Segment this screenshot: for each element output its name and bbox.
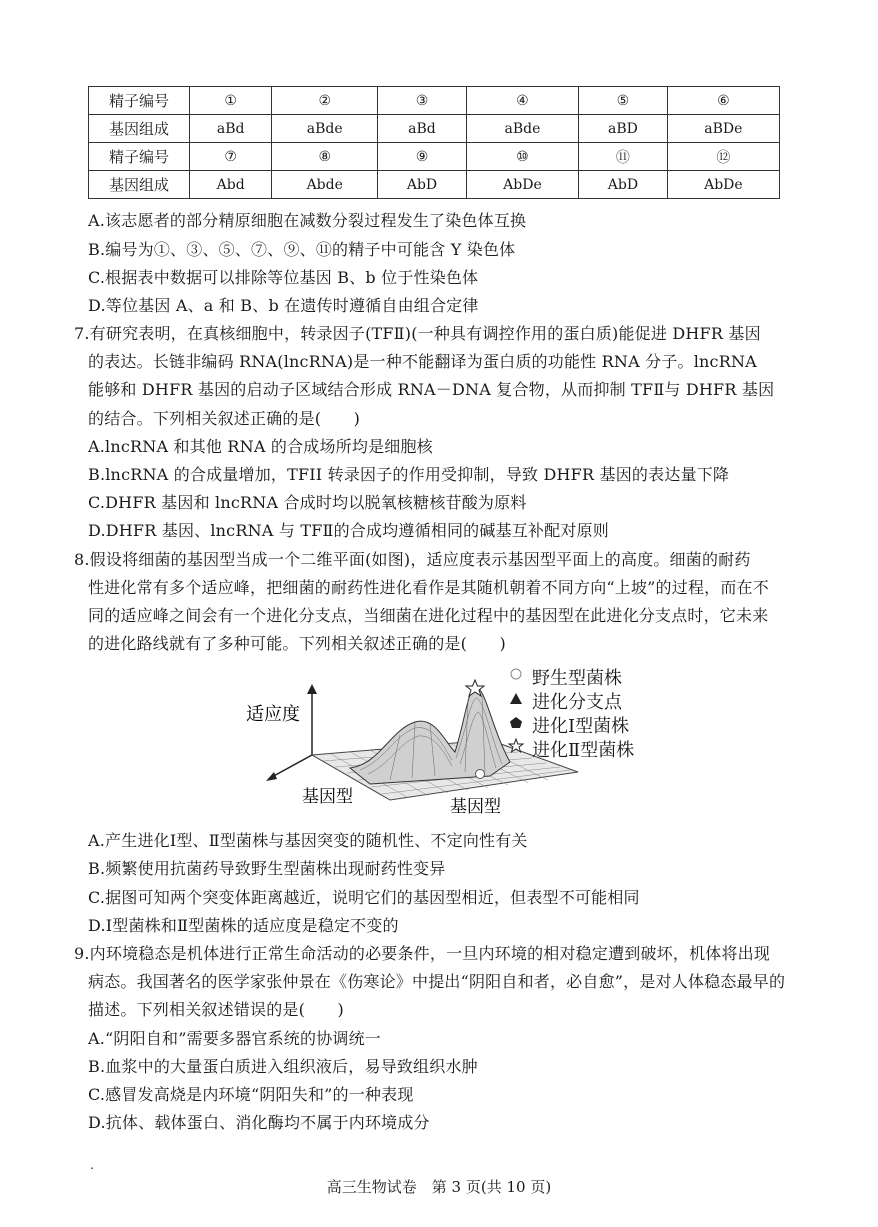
table-cell: ⑤ — [579, 87, 668, 115]
q7-option-c: C.DHFR 基因和 lncRNA 合成时均以脱氧核糖核苷酸为原料 — [88, 493, 527, 512]
q9-option-d: D.抗体、载体蛋白、消化酶均不属于内环境成分 — [88, 1113, 430, 1132]
table-cell: aBd — [190, 115, 272, 143]
legend-branch-point: 进化分支点 — [532, 692, 622, 713]
x-axis-left-arrow — [266, 772, 277, 781]
q9-stem-line: 病态。我国著名的医学家张仲景在《伤寒论》中提出“阴阳自和者，必自愈”，是对人体稳态最早的 — [88, 972, 786, 991]
legend-markers — [504, 664, 528, 764]
q9-option-c: C.感冒发高烧是内环境“阴阳失和”的一种表现 — [88, 1085, 414, 1104]
table-row — [89, 115, 780, 143]
x-axis-left — [270, 755, 312, 778]
table-cell: aBde — [466, 115, 578, 143]
fitness-peaks — [350, 687, 510, 784]
legend-type-i: 进化Ⅰ型菌株 — [532, 716, 630, 737]
table-cell: ① — [190, 87, 272, 115]
q7-option-d: D.DHFR 基因、lncRNA 与 TFⅡ的合成均遵循相同的碱基互补配对原则 — [88, 521, 609, 540]
wild-type-strain-marker — [476, 770, 485, 779]
q8-option-b: B.频繁使用抗菌药导致野生型菌株出现耐药性变异 — [88, 859, 446, 878]
table-cell: ⑩ — [466, 143, 578, 171]
y-axis-arrow — [307, 684, 317, 694]
table-cell: ② — [272, 87, 378, 115]
q8-stem-line: 的进化路线就有了多种可能。下列相关叙述正确的是( ) — [88, 634, 506, 653]
table-row — [89, 87, 780, 115]
q7-stem-line: 的表达。长链非编码 RNA(lncRNA)是一种不能翻译为蛋白质的功能性 RNA 分子。lncRNA — [88, 352, 757, 371]
q9-option-b: B.血浆中的大量蛋白质进入组织液后，易导致组织水肿 — [88, 1057, 478, 1076]
legend-branch-point-marker — [510, 693, 522, 704]
table-cell: AbDe — [667, 171, 779, 199]
q6-option-b: B.编号为①、③、⑤、⑦、⑨、⑪的精子中可能含 Y 染色体 — [88, 240, 516, 259]
table-row — [89, 171, 780, 199]
q9-stem-line: 描述。下列相关叙述错误的是( ) — [88, 1000, 344, 1019]
table-cell: ⑨ — [378, 143, 467, 171]
q8-option-c: C.据图可知两个突变体距离越近，说明它们的基因型相近，但表型不可能相同 — [88, 888, 640, 907]
q6-option-a: A.该志愿者的部分精原细胞在减数分裂过程发生了染色体互换 — [88, 211, 527, 230]
table-cell: AbDe — [466, 171, 578, 199]
row-header: 精子编号 — [89, 87, 190, 115]
q6-option-c: C.根据表中数据可以排除等位基因 B、b 位于性染色体 — [88, 268, 479, 287]
table-cell: ⑦ — [190, 143, 272, 171]
q9-option-a: A.“阴阳自和”需要多器官系统的协调统一 — [88, 1029, 382, 1048]
legend-type-i-marker — [510, 717, 522, 728]
q7-option-b: B.lncRNA 的合成量增加，TFII 转录因子的作用受抑制，导致 DHFR 基因的表达量下降 — [88, 465, 730, 484]
table-cell: Abd — [190, 171, 272, 199]
q8-option-d: D.Ⅰ型菌株和Ⅱ型菌株的适应度是稳定不变的 — [88, 916, 399, 935]
table-cell: Abde — [272, 171, 378, 199]
table-cell: aBd — [378, 115, 467, 143]
legend-type-ii: 进化Ⅱ型菌株 — [532, 740, 635, 761]
table-cell: aBDe — [667, 115, 779, 143]
q7-stem-line: 7.有研究表明，在真核细胞中，转录因子(TFⅡ)(一种具有调控作用的蛋白质)能促进 DHFR 基因 — [74, 324, 761, 343]
table-cell: ④ — [466, 87, 578, 115]
legend-type-ii-marker — [509, 739, 523, 752]
legend-wild-type-marker — [511, 669, 521, 679]
y-axis-label: 适应度 — [246, 704, 300, 724]
table-row — [89, 143, 780, 171]
table-cell: ⑪ — [579, 143, 668, 171]
legend-wild-type: 野生型菌株 — [532, 668, 622, 689]
table-cell: ⑥ — [667, 87, 779, 115]
stray-mark: . — [90, 1158, 94, 1172]
q6-option-d: D.等位基因 A、a 和 B、b 在遗传时遵循自由组合定律 — [88, 296, 479, 315]
table-cell: ③ — [378, 87, 467, 115]
q8-stem-line: 性进化常有多个适应峰，把细菌的耐药性进化看作是其随机朝着不同方向“上坡”的过程，而在不 — [88, 578, 769, 597]
row-header: 基因组成 — [89, 115, 190, 143]
q8-stem-line: 同的适应峰之间会有一个进化分支点，当细菌在进化过程中的基因型在此进化分支点时，它未来 — [88, 606, 769, 625]
table-cell: aBde — [272, 115, 378, 143]
row-header: 基因组成 — [89, 171, 190, 199]
table-cell: aBD — [579, 115, 668, 143]
q7-option-a: A.lncRNA 和其他 RNA 的合成场所均是细胞核 — [88, 437, 433, 456]
table-cell: ⑫ — [667, 143, 779, 171]
table-cell: ⑧ — [272, 143, 378, 171]
row-header: 精子编号 — [89, 143, 190, 171]
table-cell: AbD — [579, 171, 668, 199]
q8-option-a: A.产生进化Ⅰ型、Ⅱ型菌株与基因突变的随机性、不定向性有关 — [88, 831, 528, 850]
q9-stem-line: 9.内环境稳态是机体进行正常生命活动的必要条件，一旦内环境的相对稳定遭到破坏，机体将出现 — [74, 944, 771, 963]
table-cell: AbD — [378, 171, 467, 199]
x-axis-label-right: 基因型 — [450, 797, 501, 816]
q7-stem-line: 能够和 DHFR 基因的启动子区域结合形成 RNA－DNA 复合物，从而抑制 TFⅡ与 DHFR 基因 — [88, 380, 775, 399]
x-axis-label-left: 基因型 — [302, 787, 353, 806]
q7-stem-line: 的结合。下列相关叙述正确的是( ) — [88, 409, 361, 428]
sperm-genotype-table — [88, 86, 780, 199]
q8-stem-line: 8.假设将细菌的基因型当成一个二维平面(如图)，适应度表示基因型平面上的高度。细菌的耐药 — [74, 550, 751, 569]
page-footer: 高三生物试卷 第 3 页(共 10 页) — [326, 1178, 552, 1196]
